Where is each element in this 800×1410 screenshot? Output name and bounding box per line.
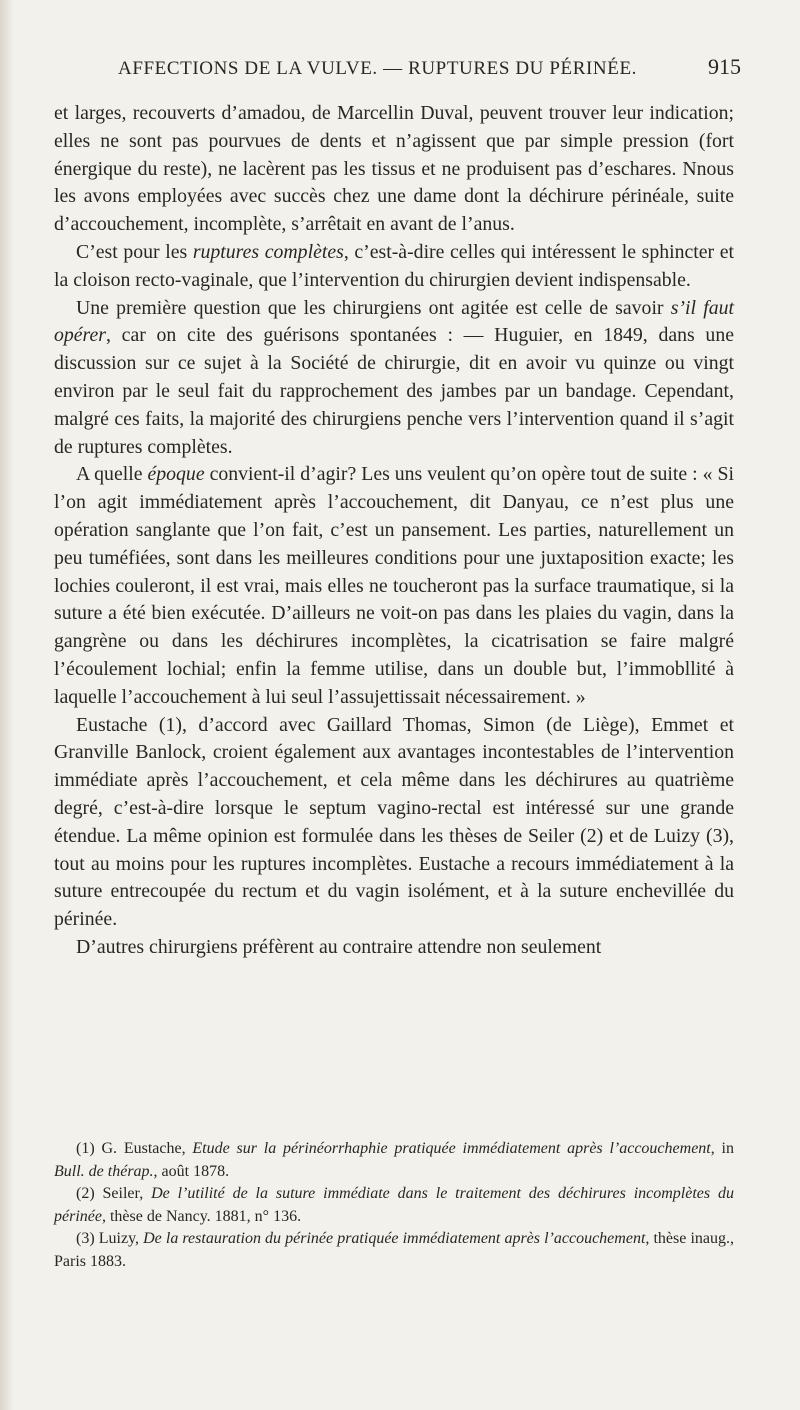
text-run: et larges, recouverts d’amadou, de Marcellin Duval, peuvent trouver leur indication; elles ne sont pas pourvues de dents et n’agissent que par simple pression (fort énergique du reste), ne lacèrent pas les tissus et ne produisent pas d’eschares. Nnous les avons employées avec succès chez une dame dont la déchirure périnéale, suite d’accouchement, incomplète, s’arrêtait en avant de l’anus. <box>54 102 734 236</box>
footnotes <box>54 1138 734 1273</box>
text-run: (3) Luizy, <box>76 1230 144 1247</box>
italic-run: s’il faut opérer <box>54 296 734 347</box>
text-run: , c’est-à-dire celles qui intéressent le sphincter et la cloison recto-vaginale, que l’intervention du chirurgien devient indispensable. <box>54 240 735 291</box>
italic-run: époque <box>147 463 205 486</box>
text-run: A quelle <box>76 463 148 486</box>
italic-run: Etude sur la périnéorrhaphie pratiquée immédiatement après l’accouchement <box>192 1140 711 1157</box>
paragraph <box>54 461 734 711</box>
text-run: convient-il d’agir? Les uns veulent qu’on opère tout de suite : « Si l’on agit immédiatement après l’accouchement, dit Danyau, ce n’est plus une opération sanglante que l’on fait, c’est un pansement. Les parties, naturellement un peu tuméfiées, sont dans les meilleures conditions pour une juxtaposition exacte; les lochies couleront, il est vrai, mais elles ne toucheront pas la surface traumatique, si la suture a été bien exécutée. D’ailleurs ne voit-on pas dans les plaies du vagin, dans la gangrène ou dans les déchirures incomplètes, la cicatrisation se faire malgré l’écoulement lochial; enfin la femme utilise, dans un double but, l’immobllité à laquelle l’accouchement à lui seul l’assujettissait nécessairement. » <box>54 463 734 708</box>
text-run: , août 1878. <box>153 1162 230 1180</box>
text-run: , in <box>710 1140 735 1157</box>
text-run: , thèse de Nancy. 1881, n° 136. <box>101 1207 302 1225</box>
italic-run: Bull. de thérap. <box>54 1162 154 1180</box>
text-run: D’autres chirurgiens préfèrent au contraire attendre non seulement <box>76 935 602 958</box>
paragraph <box>54 934 734 962</box>
footnote <box>54 1183 734 1228</box>
body-text <box>54 100 734 962</box>
running-head <box>0 54 800 88</box>
paragraph <box>54 712 734 934</box>
italic-run: De la restauration du périnée pratiquée immédiatement après l’accouchement <box>143 1230 646 1247</box>
page-number: 915 <box>708 54 741 79</box>
text-run: Eustache (1), d’accord avec Gaillard Thomas, Simon (de Liège), Emmet et Granville Banlock, croient également aux avantages incontestables de l’intervention immédiate après l’accouchement, et cela même dans les déchirures au quatrième degré, c’est-à-dire lorsque le septum vagino-rectal est intéressé sur une grande étendue. La même opinion est formulée dans les thèses de Seiler (2) et de Luizy (3), tout au moins pour les ruptures incomplètes. Eustache a recours immédiatement à la suture entrecoupée du rectum et du vagin isolément, et à la suture enchevillée du périnée. <box>54 713 734 931</box>
text-run: (2) Seiler, <box>76 1185 152 1202</box>
text-run: , thèse inaug., Paris 1883. <box>54 1230 734 1270</box>
binding-shadow <box>0 0 14 1410</box>
paragraph <box>54 239 734 295</box>
italic-run: ruptures complètes <box>192 240 344 263</box>
paragraph <box>54 100 734 239</box>
paragraph <box>54 295 734 462</box>
text-run: Une première question que les chirurgiens ont agitée est celle de savoir <box>76 296 671 319</box>
running-title: AFFECTIONS DE LA VULVE. — RUPTURES DU PÉRINÉE. <box>118 58 638 79</box>
footnote <box>54 1228 734 1273</box>
text-run: C’est pour les <box>76 240 193 263</box>
text-run: , car on cite des guérisons spontanées : — Huguier, en 1849, dans une discussion sur ce sujet à la Société de chirurgie, dit en avoir vu quinze ou vingt environ par le seul fait du rapprochement des jambes par un bandage. Cependant, malgré ces faits, la majorité des chirurgiens penche vers l’intervention quand il s’agit de ruptures complètes. <box>54 324 734 458</box>
italic-run: De l’utilité de la suture immédiate dans le traitement des déchirures incomplètes du périnée <box>54 1185 734 1225</box>
footnote <box>54 1138 734 1183</box>
text-run: (1) G. Eustache, <box>76 1140 193 1157</box>
